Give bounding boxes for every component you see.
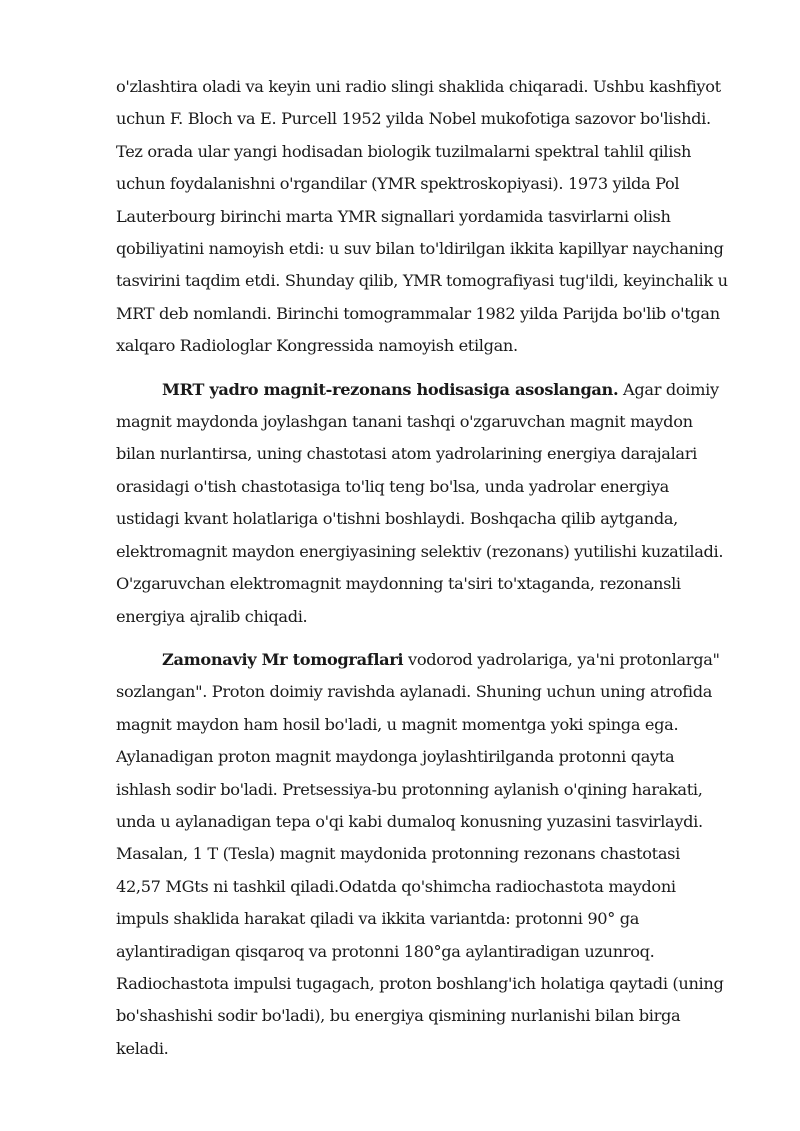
paragraph-text: Agar doimiy magnit maydonda joylashgan tanani tashqi o'zgaruvchan magnit maydon bilan nurlantirsa, uning chastotasi atom yadrolarining energiya darajalari orasidagi o'tish chastotasiga to'liq teng bo'lsa, unda yadrolar energiya ustidagi kvant holatlariga o'tishni boshlaydi. Boshqacha qilib aytganda, elektromagnit maydon energiyasining selektiv (rezonans) yutilishi kuzatiladi. O'zgaruvchan elektromagnit maydonning ta'siri to'xtaganda, rezonansli energiya ajralib chiqadi. [116, 379, 724, 626]
paragraph-modern-tomographs [116, 644, 728, 1065]
paragraph-lead: MRT yadro magnit-rezonans hodisasiga asoslangan. [162, 379, 619, 399]
document-page [116, 71, 728, 1076]
paragraph-mrt-principle [116, 374, 728, 633]
paragraph-text: o'zlashtira oladi va keyin uni radio slingi shaklida chiqaradi. Ushbu kashfiyot uchun F. Bloch va E. Purcell 1952 yilda Nobel mukofotiga sazovor bo'lishdi. Tez orada ular yangi hodisadan biologik tuzilmalarni spektral tahlil qilish uchun foydalanishni o'rgandilar (YMR spektroskopiyasi). 1973 yilda Pol Lauterbourg birinchi marta YMR signallari yordamida tasvirlarni olish qobiliyatini namoyish etdi: u suv bilan to'ldirilgan ikkita kapillyar naychaning tasvirini taqdim etdi. Shunday qilib, YMR tomografiyasi tug'ildi, keyinchalik u MRT deb nomlandi. Birinchi tomogrammalar 1982 yilda Parijda bo'lib o'tgan xalqaro Radiologlar Kongressida namoyish etilgan. [116, 77, 728, 356]
paragraph-nmr-history [116, 71, 728, 363]
paragraph-lead: Zamonaviy Mr tomograflari [162, 649, 404, 669]
paragraph-text: vodorod yadrolariga, ya'ni protonlarga" sozlangan". Proton doimiy ravishda aylanadi. Shuning uchun uning atrofida magnit maydon ham hosil bo'ladi, u magnit momentga yoki spinga ega. Aylanadigan proton magnit maydonga joylashtirilganda protonni qayta ishlash sodir bo'ladi. Pretsessiya-bu protonning aylanish o'qining harakati, unda u aylanadigan tepa o'qi kabi dumaloq konusning yuzasini tasvirlaydi. Masalan, 1 T (Tesla) magnit maydonida protonning rezonans chastotasi 42,57 MGts ni tashkil qiladi.Odatda qo'shimcha radiochastota maydoni impuls shaklida harakat qiladi va ikkita variantda: protonni 90° ga aylantiradigan qisqaroq va protonni 180°ga aylantiradigan uzunroq. Radiochastota impulsi tugagach, proton boshlang'ich holatiga qaytadi (uning bo'shashishi sodir bo'ladi), bu energiya qismining nurlanishi bilan birga keladi. [116, 649, 724, 1058]
